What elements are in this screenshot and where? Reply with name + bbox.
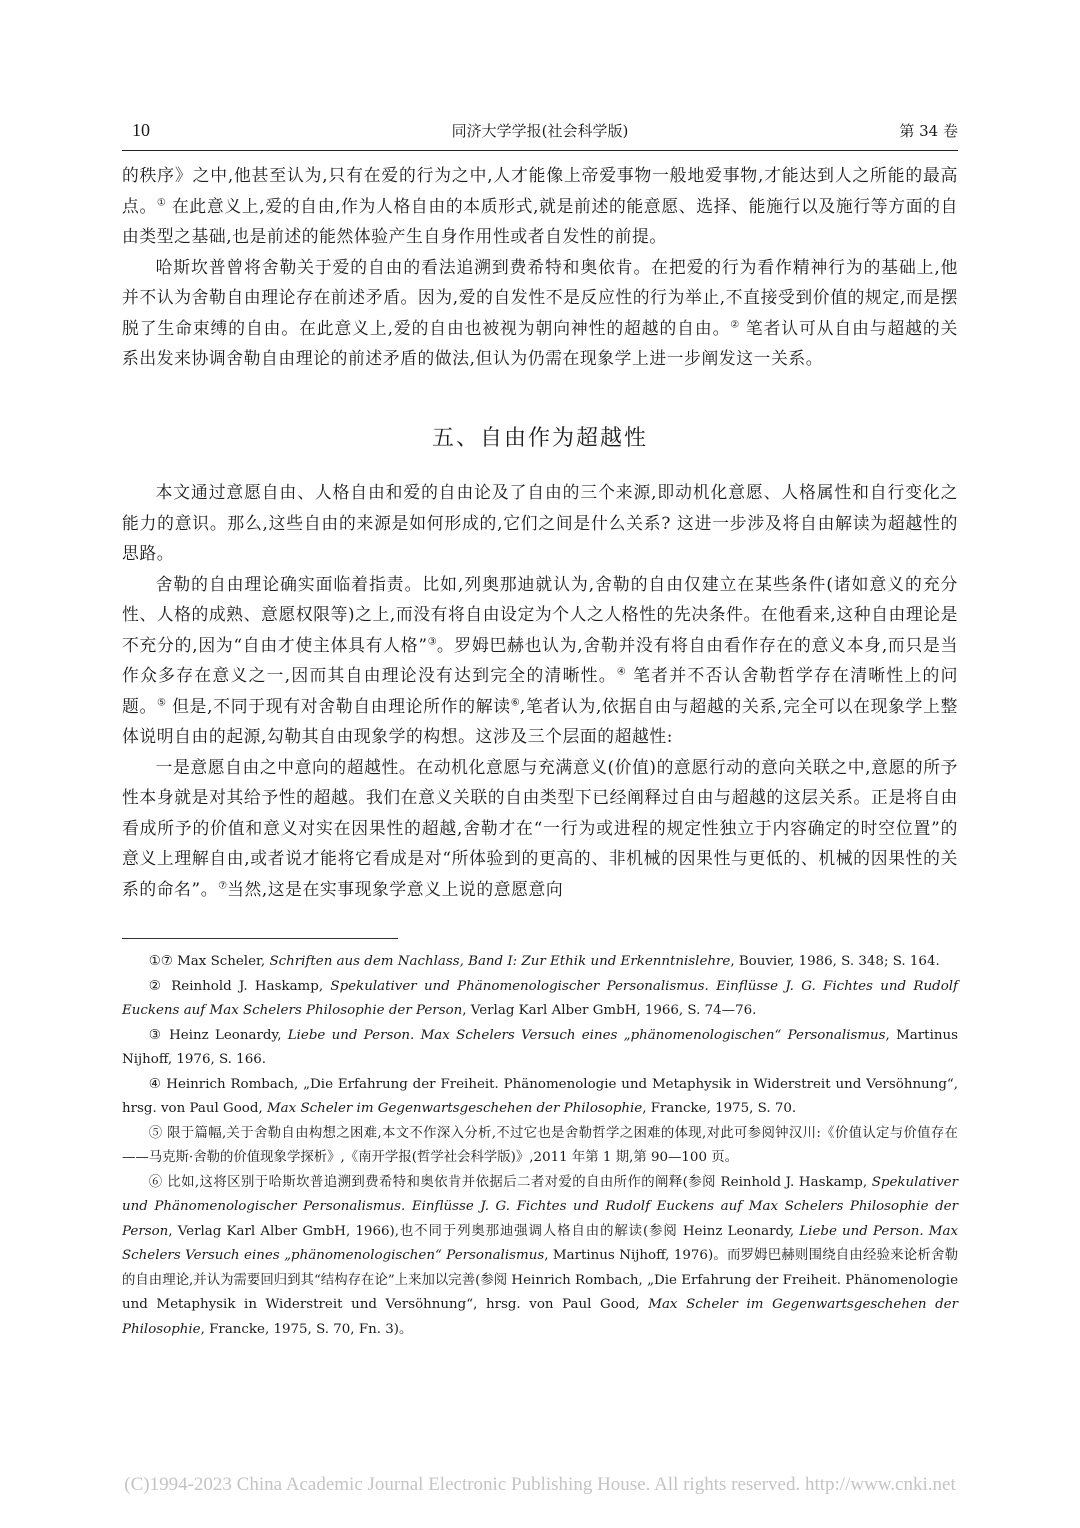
volume-label: 第 34 卷: [899, 122, 958, 140]
footnote-3: [122, 1024, 958, 1073]
running-head: [122, 116, 958, 146]
footnote-title: Max Scheler im Gegenwartsgeschehen der Philosophie: [122, 1297, 958, 1337]
paragraph-3: 本文通过意愿自由、人格自由和爱的自由论及了自由的三个来源,即动机化意愿、人格属性和自行变化之能力的意识。那么,这些自由的来源是如何形成的,它们之间是什么关系? 这进一步涉及将自由解读为超越性的思路。: [122, 482, 958, 563]
p5-text-a: 一是意愿自由之中意向的超越性。在动机化意愿与充满意义(价值)的意愿行动的意向关联之中,意愿的所予性本身就是对其给予性的超越。我们在意义关联的自由类型下已经阐释过自由与超越的这层关系。正是将自由看成所予的价值和意义对实在因果性的超越,舍勒才在“一行为或进程的规定性独立于内容确定的时空位置”的意义上理解自由,或者说才能将它看成是对“所体验到的更高的、非机械的因果性与更低的、机械的因果性的关系的命名”。: [122, 756, 958, 899]
footnote-text: , Verlag Karl Alber GmbH, 1966, S. 74—76.: [462, 1003, 757, 1018]
p4-text-d: 但是,不同于现有对舍勒自由理论所作的解读: [166, 695, 511, 716]
footnote-mark: ⑥: [148, 1174, 163, 1190]
p2-text-b: 笔者认可从自由与超越的关系出发来协调舍勒自由理论的前述矛盾的做法,但认为仍需在现象学上进一步阐发这一关系。: [122, 317, 958, 368]
footnote-title: Liebe und Person. Max Schelers Versuch eines „phänomenologischen“ Personalismus: [122, 1223, 958, 1263]
paragraph-5: [122, 752, 958, 905]
footnote-ref[interactable]: ④: [616, 666, 627, 678]
footnote-title: Spekulativer und Phänomenologischer Personalismus. Einflüsse J. G. Fichtes und Rudolf Euckens auf Max Schelers Philosophie der Person: [122, 978, 958, 1018]
footnote-5: [122, 1122, 958, 1171]
footnote-text: Heinz Leonardy,: [162, 1027, 288, 1043]
footnote-divider: [122, 938, 398, 939]
footnote-mark: ①⑦: [148, 954, 173, 969]
copyright-watermark: (C)1994-2023 China Academic Journal Electronic Publishing House. All rights reserved. http://www.cnki.net: [124, 1474, 956, 1495]
body-lower: [122, 477, 958, 904]
footnote-title: Max Scheler im Gegenwartsgeschehen der Philosophie: [266, 1101, 643, 1116]
footnote-text: 限于篇幅,关于舍勒自由构想之困难,本文不作深入分析,不过它也是舍勒哲学之困难的体现,对此可参阅钟汉川:《价值认定与价值存在——马克斯·舍勒的价值现象学探析》,《南开学报(哲学社会科学版)》,2011 年第 1 期,第 90—100 页。: [122, 1125, 958, 1165]
footnote-text: Max Scheler,: [172, 954, 270, 969]
paragraph-1: [122, 160, 958, 252]
footnote-text: , Martinus Nijhoff, 1976)。而罗姆巴赫则围绕自由经验来论析舍勒的自由理论,并认为需要回归到其“结构存在论”上来加以完善(参阅 Heinrich Rombach, „Die Erfahrung der Freiheit. Phänomenologie und Metaphysik in Widerstreit und Versöhnung“, hrsg. von Paul Good,: [122, 1248, 958, 1312]
footnote-ref[interactable]: ①: [156, 196, 166, 208]
footnote-4: [122, 1073, 958, 1122]
footnote-text: , Verlag Karl Alber GmbH, 1966),也不同于列奥那迪强调人格自由的解读(参阅 Heinz Leonardy,: [168, 1223, 800, 1239]
p4-text-a: 舍勒的自由理论确实面临着指责。比如,列奥那迪就认为,舍勒的自由仅建立在某些条件(诸如意义的充分性、人格的成熟、意愿权限等)之上,而没有将自由设定为个人之人格性的先决条件。在他看来,这种自由理论是不充分的,因为“自由才使主体具有人格”: [122, 573, 958, 655]
footnote-mark: ⑤: [148, 1125, 163, 1141]
p5-text-b: 当然,这是在实事现象学意义上说的意愿意向: [227, 878, 564, 899]
footnote-ref[interactable]: ③: [427, 635, 437, 647]
header-rule: [122, 150, 958, 151]
p1-text-a: 的秩序》之中,他甚至认为,只有在爱的行为之中,人才能像上帝爱事物一般地爱事物,才能达到人之所能的最高点。: [122, 165, 958, 216]
footnote-text: , Francke, 1975, S. 70, Fn. 3)。: [200, 1321, 413, 1337]
footnote-title: Liebe und Person. Max Schelers Versuch eines „phänomenologischen“ Personalismus: [287, 1027, 886, 1043]
footnote-ref[interactable]: ②: [730, 318, 740, 330]
paragraph-2: [122, 252, 958, 374]
section-title: 五、自由作为超越性: [431, 426, 648, 451]
footnote-title: Spekulativer und Phänomenologischer Personalismus. Einflüsse J. G. Fichtes und Rudolf Euckens auf Max Schelers Philosophie der Person: [122, 1174, 958, 1239]
footnote-mark: ④: [148, 1076, 162, 1092]
footnote-2: [122, 975, 958, 1024]
footnote-text: , Martinus Nijhoff, 1976, S. 166.: [122, 1027, 958, 1067]
p4-text-c: 笔者并不否认舍勒哲学存在清晰性上的问题。: [122, 665, 958, 716]
footnote-ref[interactable]: ⑥: [510, 696, 520, 708]
footnotes: [122, 950, 958, 1342]
footnote-1: [122, 950, 958, 975]
p4-text-b: 。罗姆巴赫也认为,舍勒并没有将自由看作存在的意义本身,而只是当作众多存在意义之一,因而其自由理论没有达到完全的清晰性。: [122, 634, 958, 685]
footnote-text: Reinhold J. Haskamp,: [163, 978, 331, 994]
footnote-ref[interactable]: ⑤: [157, 696, 167, 708]
footnote-text: 比如,这将区别于哈斯坎普追溯到费希特和奥依肯并依据后二者对爱的自由所作的阐释(参阅 Reinhold J. Haskamp,: [162, 1174, 872, 1190]
journal-title: 同济大学学报(社会科学版): [451, 122, 629, 140]
footnote-ref[interactable]: ⑦: [218, 879, 228, 891]
page-number: 10: [132, 120, 150, 140]
paragraph-4: [122, 569, 958, 752]
body-upper: [122, 160, 958, 374]
footnote-6: [122, 1171, 958, 1343]
footnote-text: , Francke, 1975, S. 70.: [642, 1101, 797, 1116]
footnote-text: , Bouvier, 1986, S. 348; S. 164.: [730, 954, 940, 969]
p2-text-a: 哈斯坎普曾将舍勒关于爱的自由的看法追溯到费希特和奥依肯。在把爱的行为看作精神行为的基础上,他并不认为舍勒自由理论存在前述矛盾。因为,爱的自发性不是反应性的行为举止,不直接受到价值的规定,而是摆脱了生命束缚的自由。在此意义上,爱的自由也被视为朝向神性的超越的自由。: [122, 256, 958, 338]
p1-text-b: 在此意义上,爱的自由,作为人格自由的本质形式,就是前述的能意愿、选择、能施行以及施行等方面的自由类型之基础,也是前述的能然体验产生自身作用性或者自发性的前提。: [122, 195, 959, 246]
footnote-title: Schriften aus dem Nachlass, Band I: Zur Ethik und Erkenntnislehre: [269, 954, 731, 969]
p4-text-e: ,笔者认为,依据自由与超越的关系,完全可以在现象学上整体说明自由的起源,勾勒其自由现象学的构想。这涉及三个层面的超越性:: [122, 695, 958, 746]
footnote-mark: ③: [148, 1027, 163, 1043]
footnote-text: Heinrich Rombach, „Die Erfahrung der Freiheit. Phänomenologie und Metaphysik in Widerstreit und Versöhnung“, hrsg. von Paul Good,: [122, 1076, 958, 1116]
footnote-mark: ②: [148, 978, 164, 994]
